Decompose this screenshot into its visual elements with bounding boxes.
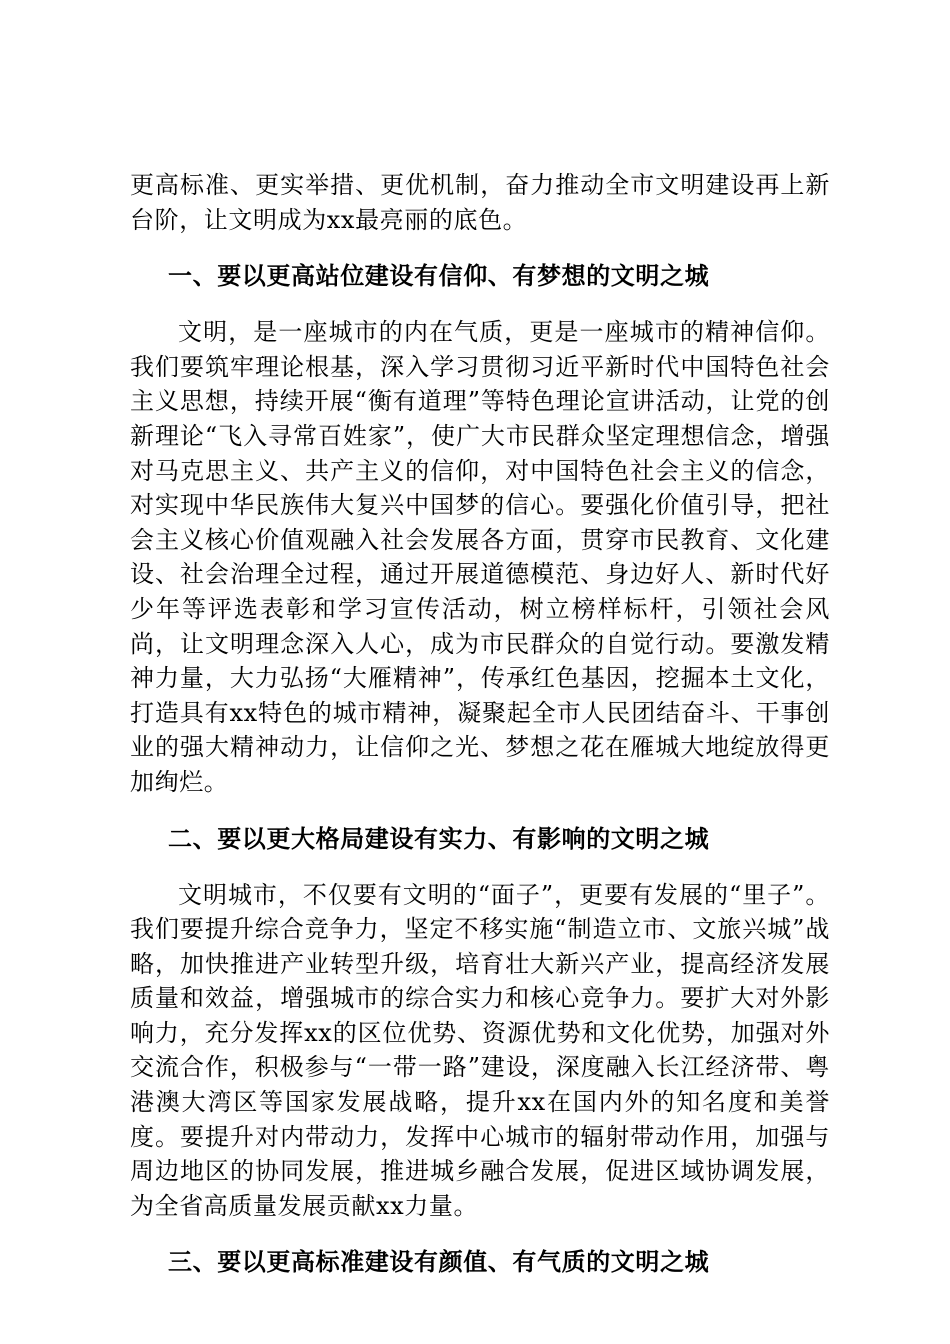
section-3-heading: 三、要以更高标准建设有颜值、有气质的文明之城 — [168, 1247, 710, 1277]
section-1-heading: 一、要以更高站位建设有信仰、有梦想的文明之城 — [168, 261, 710, 291]
section-2-heading: 二、要以更大格局建设有实力、有影响的文明之城 — [168, 823, 710, 853]
section-1-paragraph: 文明，是一座城市的内在气质，更是一座城市的精神信仰。我们要筑牢理论根基，深入学习贯彻习近平新时代中国特色社会主义思想，持续开展“衡有道理”等特色理论宣讲活动，让党的创新理论“飞入寻常百姓家”，使广大市民群众坚定理想信念，增强对马克思主义、共产主义的信仰，对中国特色社会主义的信念，对实现中华民族伟大复兴中国梦的信心。要强化价值引导，把社会主义核心价值观融入社会发展各方面，贯穿市民教育、文化建设、社会治理全过程，通过开展道德模范、身边好人、新时代好少年等评选表彰和学习宣传活动，树立榜样标杆，引领社会风尚，让文明理念深入人心，成为市民群众的自觉行动。要激发精神力量，大力弘扬“大雁精神”，传承红色基因，挖掘本土文化，打造具有xx特色的城市精神，凝聚起全市人民团结奋斗、干事创业的强大精神动力，让信仰之光、梦想之花在雁城大地绽放得更加绚烂。 — [130, 318, 830, 796]
intro-paragraph: 更高标准、更实举措、更优机制，奋力推动全市文明建设再上新台阶，让文明成为xx最亮丽的底色。 — [130, 171, 830, 234]
document-page — [130, 168, 830, 1279]
section-2-paragraph: 文明城市，不仅要有文明的“面子”，更要有发展的“里子”。我们要提升综合竞争力，坚定不移实施“制造立市、文旅兴城”战略，加快推进产业转型升级，培育壮大新兴产业，提高经济发展质量和效益，增强城市的综合实力和核心竞争力。要扩大对外影响力，充分发挥xx的区位优势、资源优势和文化优势，加强对外交流合作，积极参与“一带一路”建设，深度融入长江经济带、粤港澳大湾区等国家发展战略，提升xx在国内外的知名度和美誉度。要提升对内带动力，发挥中心城市的辐射带动作用，加强与周边地区的协同发展，推进城乡融合发展，促进区域协调发展，为全省高质量发展贡献xx力量。 — [130, 880, 830, 1220]
